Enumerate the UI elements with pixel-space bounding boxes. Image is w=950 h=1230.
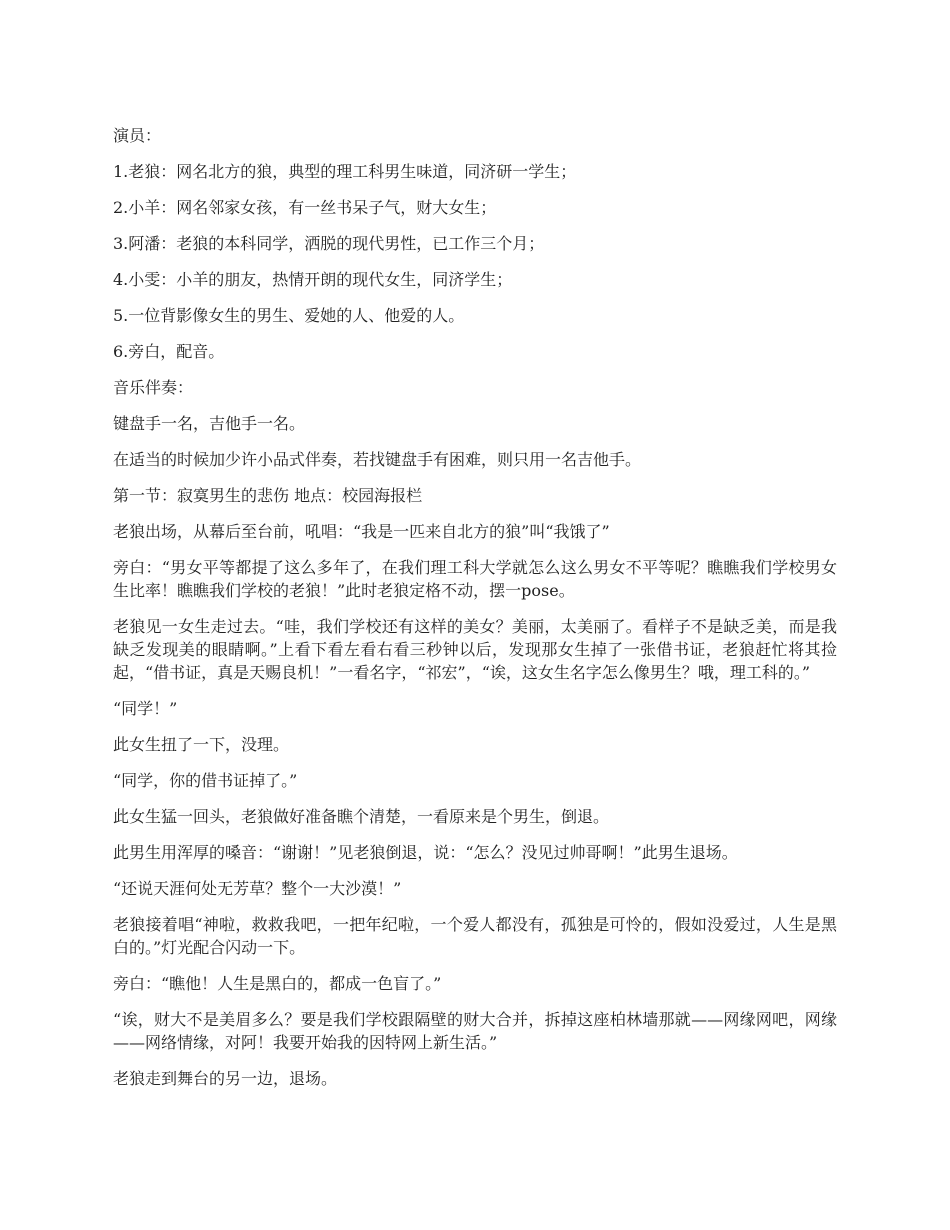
paragraph-cast-4: 4.小雯：小羊的朋友，热情开朗的现代女生，同济学生； (113, 270, 513, 289)
paragraph-music-players: 键盘手一名，吉他手一名。 (113, 414, 306, 433)
paragraph: 老狼接着唱“神啦，救救我吧，一把年纪啦，一个爱人都没有，孤独是可怜的，假如没爱过，人生是黑白的。”灯光配合闪动一下。 (113, 915, 837, 957)
paragraph: 老狼出场，从幕后至台前，吼唱：“我是一匹来自北方的狼”叫“我饿了” (113, 522, 610, 541)
paragraph: 旁白：“男女平等都提了这么多年了，在我们理工科大学就怎么这么男女不平等呢？瞧瞧我们学校男女生比率！瞧瞧我们学校的老狼！”此时老狼定格不动，摆一pose。 (113, 558, 837, 600)
paragraph: 此女生扭了一下，没理。 (113, 735, 290, 754)
paragraph-cast-2: 2.小羊：网名邻家女孩，有一丝书呆子气，财大女生； (113, 198, 497, 217)
paragraph: 此男生用浑厚的嗓音：“谢谢！”见老狼倒退，说：“怎么？没见过帅哥啊！”此男生退场。 (113, 843, 738, 862)
paragraph-cast-3: 3.阿潘：老狼的本科同学，洒脱的现代男性，已工作三个月； (113, 234, 545, 253)
paragraph-music-note: 在适当的时候加少许小品式伴奏，若找键盘手有困难，则只用一名吉他手。 (113, 450, 642, 469)
paragraph-cast-heading: 演员： (113, 126, 162, 145)
paragraph: “同学，你的借书证掉了。” (113, 771, 298, 790)
paragraph: 老狼走到舞台的另一边，退场。 (113, 1069, 338, 1088)
paragraph: 老狼见一女生走过去。“哇，我们学校还有这样的美女？美丽，太美丽了。看样子不是缺乏美，而是我缺乏发现美的眼睛啊。”上看下看左看右看三秒钟以后，发现那女生掉了一张借书证，老狼赶忙将其捡起，“借书证，真是天赐良机！”一看名字，“祁宏”，“诶，这女生名字怎么像男生？哦，理工科的。” (113, 617, 837, 682)
paragraph-section-title: 第一节：寂寞男生的悲伤 地点：校园海报栏 (113, 486, 423, 505)
paragraph: 此女生猛一回头，老狼做好准备瞧个清楚，一看原来是个男生，倒退。 (113, 807, 610, 826)
paragraph-cast-6: 6.旁白，配音。 (113, 342, 225, 361)
paragraph: “同学！” (113, 699, 178, 718)
paragraph: “诶，财大不是美眉多么？要是我们学校跟隔壁的财大合并，拆掉这座柏林墙那就——网缘网吧，网缘——网络情缘，对阿！我要开始我的因特网上新生活。” (113, 1010, 837, 1052)
paragraph-cast-5: 5.一位背影像女生的男生、爱她的人、他爱的人。 (113, 306, 465, 325)
document-body (113, 124, 837, 1103)
paragraph-cast-1: 1.老狼：网名北方的狼，典型的理工科男生味道，同济研一学生； (113, 162, 577, 181)
paragraph: “还说天涯何处无芳草？整个一大沙漠！” (113, 879, 402, 898)
paragraph-music-heading: 音乐伴奏： (113, 378, 194, 397)
paragraph: 旁白：“瞧他！人生是黑白的，都成一色盲了。” (113, 974, 442, 993)
